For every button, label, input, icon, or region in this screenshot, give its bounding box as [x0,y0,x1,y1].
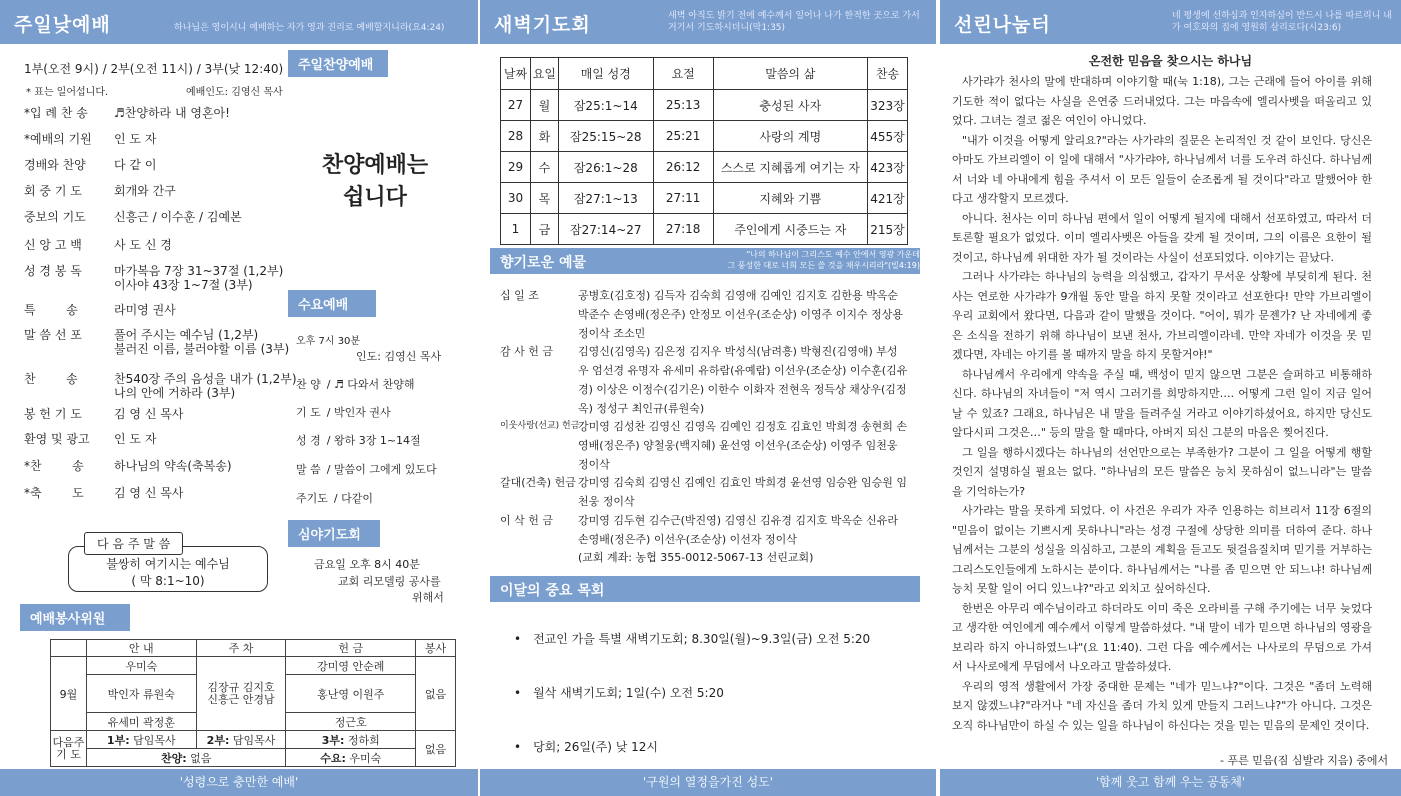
wed-value: / 박인자 권사 [326,406,391,419]
schedule-cell: 잠25:1~14 [558,90,653,121]
schedule-cell: 잠27:14~27 [558,214,653,245]
wed-label: 주기도 [296,492,328,505]
service-table [50,639,456,767]
schedule-cell: 주인에게 시중드는 자 [713,214,867,245]
schedule-cell: 29 [501,152,531,183]
schedule-cell: 잠25:15~28 [558,121,653,152]
schedule-row [501,152,908,183]
praise-title: 주일찬양예배 [288,50,388,77]
bullet-icon: • [514,740,522,754]
schedule-cell: 323장 [868,90,908,121]
order-value: 다 같 이 [114,158,157,172]
service-next-wed-val: 우미숙 [349,751,382,765]
news-title: 이달의 중요 목회 [490,576,920,602]
offering-verse: "나의 하나님이 그리스도 예수 안에서 영광 가운데 그 풍성한 대로 너희 모든 쓸 것을 채우시리라"(빌4:19) [727,250,920,270]
col3-header-verse: 네 평생에 선하심과 인자하심이 반드시 나를 따르리니 내가 여호와의 집에 영원히 살리로다(시23:6) [1172,11,1392,33]
order-value: 회개와 간구 [114,184,176,198]
schedule-cell: 423장 [868,152,908,183]
schedule-cell: 화 [530,121,558,152]
service-offering-3: 정근호 [286,713,416,731]
col2-header-verse: 새벽 아직도 밝기 전에 예수께서 일어나 나가 한적한 곳으로 가서 거기서 기도하시더니(막1:35) [668,11,920,33]
order-label: *예배의 기원 [24,132,92,146]
order-value: 김 영 신 목사 [114,407,184,421]
service-h-offering: 헌 금 [286,640,416,657]
service-guide-3: 유세미 곽정훈 [86,713,196,731]
wed-label: 기 도 [296,406,321,419]
offering-label: 이 삭 헌 금 [500,514,553,527]
service-next-praise [86,749,285,767]
col1-header-verse: 하나님은 영이시니 예배하는 자가 영과 진리로 예배할지니라(요4:24) [174,23,445,33]
order-value: 사 도 신 경 [114,238,172,252]
bullet-icon: • [514,632,522,646]
order-item [24,301,176,318]
wed-value: / ♬ 다와서 찬양해 [326,378,415,391]
col2-header-title: 새벽기도회 [494,14,591,36]
order-item [24,182,176,199]
schedule-cell: 27:18 [653,214,713,245]
offering-label: 이웃사랑(선교) 헌금 [500,421,580,431]
essay-paragraph: 그러나 사가랴는 하나님의 능력을 의심했고, 갑자기 무서운 상황에 부딪히게 된다. 천사는 연로한 사가랴가 9개월 동안 말을 하지 못할 것이라고 선포한다! 만약 가브리엘이 우리 교회에서 왔다면, 다음과 같이 말했을 것이다. "어이, 뭐가 문젠가? 난 자네에게 좋은 소식을 전하기 위해 하나님이 보낸 천사, 가브리엘이라네. 만약 자네가 이것을 못 믿겠다면, 자네는 아기를 볼 때까지 말을 하지 못할거야!" [952,270,1372,361]
offering-title: 향기로운 예물 [490,248,920,274]
order-value: 인 도 자 [114,132,157,146]
news-text: 전교인 가을 특별 새벽기도회; 8.30일(월)~9.3일(금) 오전 5:20 [533,632,871,646]
schedule-cell: 455장 [868,121,908,152]
essay-paragraph: 사가랴는 말을 못하게 되었다. 이 사건은 우리가 자주 인용하는 히브리서 11장 6절의 "믿음이 없이는 기쁘시게 못하나니"라는 성경 구절에 상당한 의미를 더하여 준다. 하나님께서는 그분의 성실을 의심하고, 그분의 계획을 듣고도 뒷걸음질치며 믿기를 거부하는 그리스도인들에게 노하시는 분이다. 하나님께서는 "나를 좀 믿으면 안 되느냐! 하나님께 능치 못할 일이 어디 있느냐?"라고 외치고 싶어하신다. [952,504,1372,595]
order-label: 봉 헌 기 도 [24,407,82,421]
order-label: *입 례 찬 송 [24,106,88,120]
order-value: ♬찬양하라 내 영혼아! [114,106,230,120]
schedule-cell: 215장 [868,214,908,245]
essay-paragraph: 아니다. 천사는 이미 하나님 편에서 일이 어떻게 될지에 대해서 선포하였고, 따라서 더 토론할 필요가 없었다. 이미 엘리사벳은 아들을 갖게 될 것이며, 그의 이름은 요한이 될 것이고, 하나님께 위대한 자가 될 것이라는 사실이 선포되었다. 이야기는 끝났다. [952,211,1372,264]
essay-paragraph: 우리의 영적 생활에서 가장 중대한 문제는 "네가 믿느냐?"이다. 그것은 "좀더 노력해 보지 않겠느냐?"라거나 "네 자신을 좀더 가치 있게 만들지 그러느냐?"가 아니다. 그것은 오직 하나님만이 하실 수 있는 일을 하나님이 하신다는 것을 믿는 믿음의 문제인 것이다. [952,679,1372,732]
wed-item [296,376,415,392]
schedule-header: 요절 [653,58,713,90]
schedule-row [501,214,908,245]
account-info: (교회 계좌: 농협 355-0012-5067-13 선린교회) [578,551,814,564]
service-times: 1부(오전 9시) / 2부(오전 11시) / 3부(낮 12:40) [24,62,284,76]
service-next-3-key: 3부: [321,733,345,747]
night-notice1: 교회 리모델링 공사를 [338,575,441,588]
service-next-2 [196,731,286,749]
order-label: 특 송 [24,303,78,317]
essay-paragraph: "내가 이것을 어떻게 알리요?"라는 사가랴의 질문은 논리적인 것 같이 보인다. 당신은 아마도 가브리엘이 이 일에 대해서 "사가랴야, 하나님께서 너를 도우려 하신다. 하나님께서 너와 네 아내에게 힘을 주셔서 이 모든 일들이 순조롭게 될 것이다"라고 말했어야 한다고 생각할지 모르겠다. [952,133,1372,205]
col3-footer: '함께 웃고 함께 우는 공동체' [940,769,1401,796]
service-next-praise-key: 찬양: [160,751,187,765]
schedule-header-row [501,58,908,90]
col3-header [940,0,1401,44]
wed-label: 성 경 [296,434,321,447]
service-next-1-val: 담임목사 [133,733,176,747]
schedule-cell: 월 [530,90,558,121]
service-parking: 김장규 김지호 신흥근 안경남 [196,657,286,731]
schedule-header: 요일 [530,58,558,90]
order-label: 환영 및 광고 [24,432,90,446]
schedule-cell: 목 [530,183,558,214]
schedule-cell: 25:13 [653,90,713,121]
order-value: 라미영 권사 [114,303,176,317]
order-item [24,262,284,292]
news-text: 당회; 26일(주) 낮 12시 [533,740,659,754]
night-title: 심야기도회 [288,520,380,547]
service-volunteer: 없음 [416,657,456,731]
schedule-cell: 사랑의 계명 [713,121,867,152]
wed-label: 찬 양 [296,378,321,391]
schedule-row [501,183,908,214]
offering-names: 강미영 김성찬 김영신 김영옥 김예인 김정호 김효인 박희경 송현희 손영배(정은주) 양철웅(백지혜) 윤선영 이선우(조순상) 이영주 임천웅 정이삭 [578,420,907,471]
offering-names: 공병호(김호정) 김득자 김숙희 김영애 김예인 김지호 김한용 박옥순 박준수 손영배(정은주) 안정모 이선우(조순상) 이영주 이지수 정상용 정이삭 조소민 [578,289,904,340]
wed-value: / 왕하 3장 1~14절 [326,434,421,447]
order-label: 말 씀 선 포 [24,328,82,342]
offering-names: 강미영 김두현 김수근(박진영) 김영신 김유경 김지호 박옥순 신유라 손영배(정은주) 이선우(조순상) 이선자 정이삭 [578,514,898,546]
news-item [514,630,870,647]
essay-title: 온전한 믿음을 찾으시는 하나님 [1088,54,1253,68]
order-item [24,326,290,356]
offering-names: 강미영 김숙희 김영신 김예인 김효인 박희경 윤선영 임승완 임승원 임천웅 정이삭 [578,476,907,508]
news-item [514,738,658,755]
order-label: 신 앙 고 백 [24,238,82,252]
order-value-2: 불러진 이름, 불러야할 이름 (3부) [114,342,290,356]
schedule-header: 말씀의 삶 [713,58,867,90]
service-next-2-key: 2부: [206,733,230,747]
order-label: *축 도 [24,486,84,500]
service-next-1-key: 1부: [106,733,130,747]
dawn-schedule [500,57,908,245]
order-label: 중보의 기도 [24,210,86,224]
night-time: 금요일 오후 8시 40분 [314,558,420,571]
col2-footer: '구원의 열정을가진 성도' [480,769,936,796]
essay-body [952,72,1372,735]
schedule-cell: 28 [501,121,531,152]
essay-paragraph: 사가랴가 천사의 말에 반대하며 이야기할 때(눅 1:18), 그는 근래에 들어 아이를 위해 기도한 적이 없다는 사실을 은연중 드러내었다. 그는 마음속에 엘리사벳을 떠올리고 있었다. 그녀는 결코 젊은 여인이 아니었다. [952,75,1372,127]
order-item [24,208,242,225]
schedule-cell: 충성된 사자 [713,90,867,121]
wed-item [296,432,421,448]
service-next-wed [286,749,416,767]
essay-source: - 푸른 믿음(짐 심발라 지음) 중에서 [1220,754,1389,767]
wed-label: 말 씀 [296,463,321,476]
schedule-cell: 지혜와 기쁨 [713,183,867,214]
service-h-parking: 주 차 [196,640,286,657]
essay-paragraph: 한번은 아무리 예수님이라고 하더라도 이미 죽은 오라비를 구해 주기에는 너무 늦었다고 생각한 여인에게 예수께서 이렇게 말씀하셨다. "내 말이 네가 믿으면 하나님의 영광을 보리라 하지 아니하였느냐"(요 11:40). 그런 다음 예수께서는 나사로의 무덤으로 가셔서 나사로에게 무덤에서 나오라고 말씀하셨다. [952,601,1372,673]
wed-value: / 다같이 [333,492,373,505]
service-h-guide: 안 내 [86,640,196,657]
order-label: 찬 송 [24,372,78,386]
schedule-header: 날짜 [501,58,531,90]
wed-item [296,404,391,420]
night-notice2: 위해서 [412,591,444,604]
order-value: 김 영 신 목사 [114,486,184,500]
service-title: 예배봉사위원 [20,604,130,631]
schedule-header: 매일 성경 [558,58,653,90]
schedule-cell: 27:11 [653,183,713,214]
next-week-ref: ( 막 8:1~10) [131,574,205,588]
order-value: 신흥근 / 이수훈 / 김예본 [114,210,242,224]
schedule-body [501,90,908,245]
schedule-cell: 1 [501,214,531,245]
news-text: 월삭 새벽기도회; 1일(수) 오전 5:20 [533,686,724,700]
order-item [24,457,232,474]
col1-footer: '성령으로 충만한 예배' [0,769,478,796]
service-next-3-val: 정하희 [347,733,380,747]
offering-names: 김영신(김영옥) 김은정 김지우 박성식(남려흥) 박형진(김영애) 부성우 엄선경 유명자 유세미 유하람(유예람) 이선우(조순상) 이수훈(김유경) 이상은 이정수(김기은) 이한수 이화자 전현옥 정득상 채상우(김정옥) 정성구 최인규(류원숙) [578,345,908,415]
service-month: 9월 [51,657,87,731]
schedule-cell: 27 [501,90,531,121]
order-label: *찬 송 [24,459,84,473]
service-next-label: 다음주 기 도 [51,731,87,767]
worship-leader: 예배인도: 김영신 목사 [186,87,283,98]
schedule-cell: 잠27:1~13 [558,183,653,214]
service-next-volunteer: 없음 [416,731,456,767]
essay-paragraph: 그 일을 행하시겠다는 하나님의 선언만으로는 부족한가? 그분이 그 일을 어떻게 행할 것인지 설명하실 필요는 없다. "하나님의 모든 말씀은 능치 못하심이 없느니라"는 말씀을 기억하는가? [952,445,1372,498]
wed-leader: 인도: 김영신 목사 [356,350,442,363]
bullet-icon: • [514,686,522,700]
order-value: 풀어 주시는 예수님 (1,2부) [114,328,259,342]
order-value: 찬540장 주의 음성을 내가 (1,2부) [114,372,297,386]
service-h-volunteer: 봉사 [416,640,456,657]
order-label: 회 중 기 도 [24,184,82,198]
order-item [24,156,157,173]
schedule-cell: 421장 [868,183,908,214]
offering-label: 십 일 조 [500,289,539,302]
schedule-cell: 금 [530,214,558,245]
service-guide-2: 박인자 류원숙 [86,675,196,713]
order-label: 경배와 찬양 [24,158,86,172]
offering-label: 갈대(건축) 헌금 [500,476,576,489]
praise-notice: 찬양예배는 쉽니다 [321,153,429,210]
service-next-1 [86,731,196,749]
order-value-2: 나의 안에 거하라 (3부) [114,386,236,400]
next-week-label: 다 음 주 말 씀 [84,532,183,555]
order-item [24,430,157,447]
schedule-cell: 수 [530,152,558,183]
order-item [24,370,297,400]
col1-header [0,0,478,44]
schedule-cell: 잠26:1~28 [558,152,653,183]
wed-value: / 말씀이 그에게 있도다 [326,463,437,476]
col1-header-title: 주일낮예배 [14,14,111,36]
essay-paragraph: 하나님께서 우리에게 약속을 주실 때, 백성이 믿지 않으면 그분은 슬퍼하고 비통해하신다. 하나님의 자녀들이 "저 역시 그러기를 희망하지만…. 어떻게 그런 일이 지금 일어날 수 있죠? 그래요, 하나님은 내 말을 들려주실 거라고 이야기하셨어요, 하지만 당신도 알다시피 그것은…" 등의 말을 할 때마다, 아버지 되신 그분의 마음은 찢어진다. [952,367,1372,439]
service-next-2-val: 담임목사 [232,733,276,747]
service-next-praise-val: 없음 [190,751,212,765]
wed-item [296,490,373,506]
col2-header [480,0,936,44]
schedule-cell: 30 [501,183,531,214]
order-value: 인 도 자 [114,432,157,446]
schedule-cell: 25:21 [653,121,713,152]
col3-header-title: 선린나눔터 [954,14,1051,36]
next-week-title: 불쌍히 여기시는 예수님 [106,557,230,571]
service-offering-2: 홍난영 이원주 [286,675,416,713]
order-value: 마가복음 7장 31~37절 (1,2부) [114,264,284,278]
order-item [24,104,230,121]
wed-title: 수요예배 [288,290,376,317]
wed-item [296,461,437,477]
service-next-3 [286,731,416,749]
order-item [24,405,184,422]
schedule-cell: 스스로 지혜롭게 여기는 자 [713,152,867,183]
order-item [24,130,157,147]
schedule-row [501,121,908,152]
schedule-row [501,90,908,121]
stand-note: * 표는 일어섭니다. [26,87,109,98]
service-next-wed-key: 수요: [320,751,346,765]
order-label: 성 경 봉 독 [24,264,82,278]
schedule-header: 찬송 [868,58,908,90]
service-guide-1: 우미숙 [86,657,196,675]
order-value: 하나님의 약속(축복송) [114,459,232,473]
service-offering-1: 강미영 안순례 [286,657,416,675]
order-item [24,484,184,501]
offering-label: 감 사 헌 금 [500,345,553,358]
order-item [24,236,172,253]
wed-time: 오후 7시 30분 [296,336,361,347]
schedule-cell: 26:12 [653,152,713,183]
news-item [514,684,724,701]
order-value-2: 이사야 43장 1~7절 (3부) [114,278,253,292]
